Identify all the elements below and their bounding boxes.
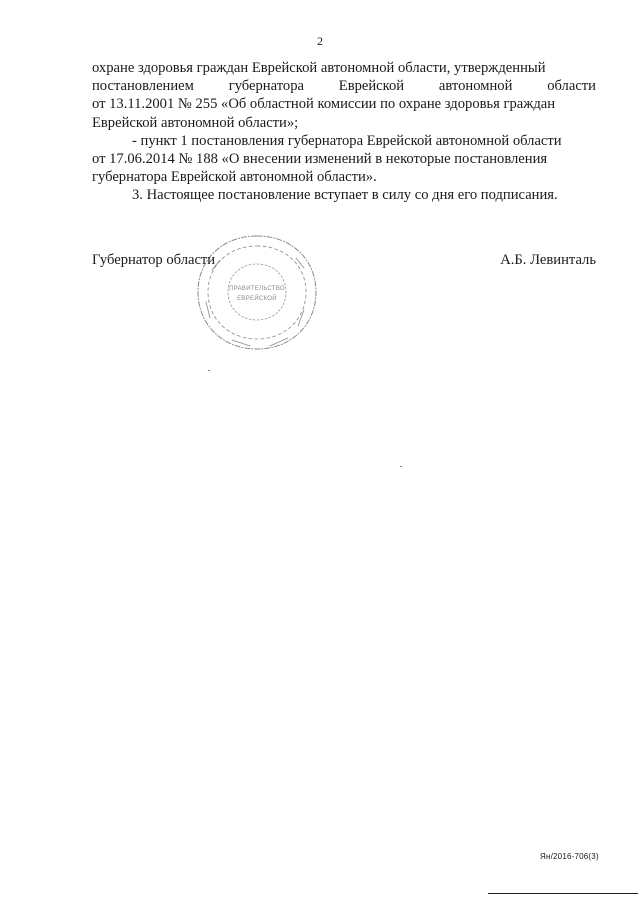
word: Еврейской bbox=[338, 78, 405, 95]
text-line: от 13.11.2001 № 255 «Об областной комиссии по охране здоровья граждан bbox=[92, 96, 556, 113]
signature-block bbox=[92, 252, 596, 272]
word: автономной bbox=[438, 78, 513, 95]
page-number: 2 bbox=[317, 34, 323, 48]
word: губернатора bbox=[228, 78, 304, 95]
paragraph-item-3: 3. Настоящее постановление вступает в силу со дня его подписания. bbox=[132, 187, 558, 204]
text-line: губернатора Еврейской автономной области». bbox=[92, 169, 377, 186]
seal-inner-ring bbox=[228, 264, 286, 320]
signatory-name: А.Б. Левинталь bbox=[500, 252, 596, 268]
word: постановлением bbox=[92, 78, 194, 95]
document-body bbox=[92, 59, 596, 205]
seal-inner-text-1: ПРАВИТЕЛЬСТВО bbox=[229, 286, 285, 292]
seal-inner-text-2: ЕВРЕЙСКОЙ bbox=[237, 296, 277, 302]
text-line: от 17.06.2014 № 188 «О внесении изменений в некоторые постановления bbox=[92, 151, 548, 168]
text-line: Еврейской автономной области»; bbox=[92, 114, 299, 131]
seal-lettering bbox=[229, 286, 285, 302]
paragraph-intro-continued bbox=[92, 59, 596, 132]
word: области bbox=[547, 78, 596, 95]
official-seal-stamp bbox=[192, 230, 322, 355]
justified-line bbox=[92, 77, 596, 95]
scan-speck bbox=[208, 370, 210, 371]
signatory-title: Губернатор области bbox=[92, 252, 216, 268]
scan-speck bbox=[400, 466, 402, 467]
footer-rule bbox=[488, 893, 638, 894]
text-line: охране здоровья граждан Еврейской автономной области, утвержденный bbox=[92, 60, 546, 76]
text-line: - пункт 1 постановления губернатора Еврейской автономной области bbox=[132, 132, 562, 149]
paragraph-item-2014 bbox=[92, 132, 596, 187]
document-code: Ян/2016-706(3) bbox=[540, 852, 599, 861]
